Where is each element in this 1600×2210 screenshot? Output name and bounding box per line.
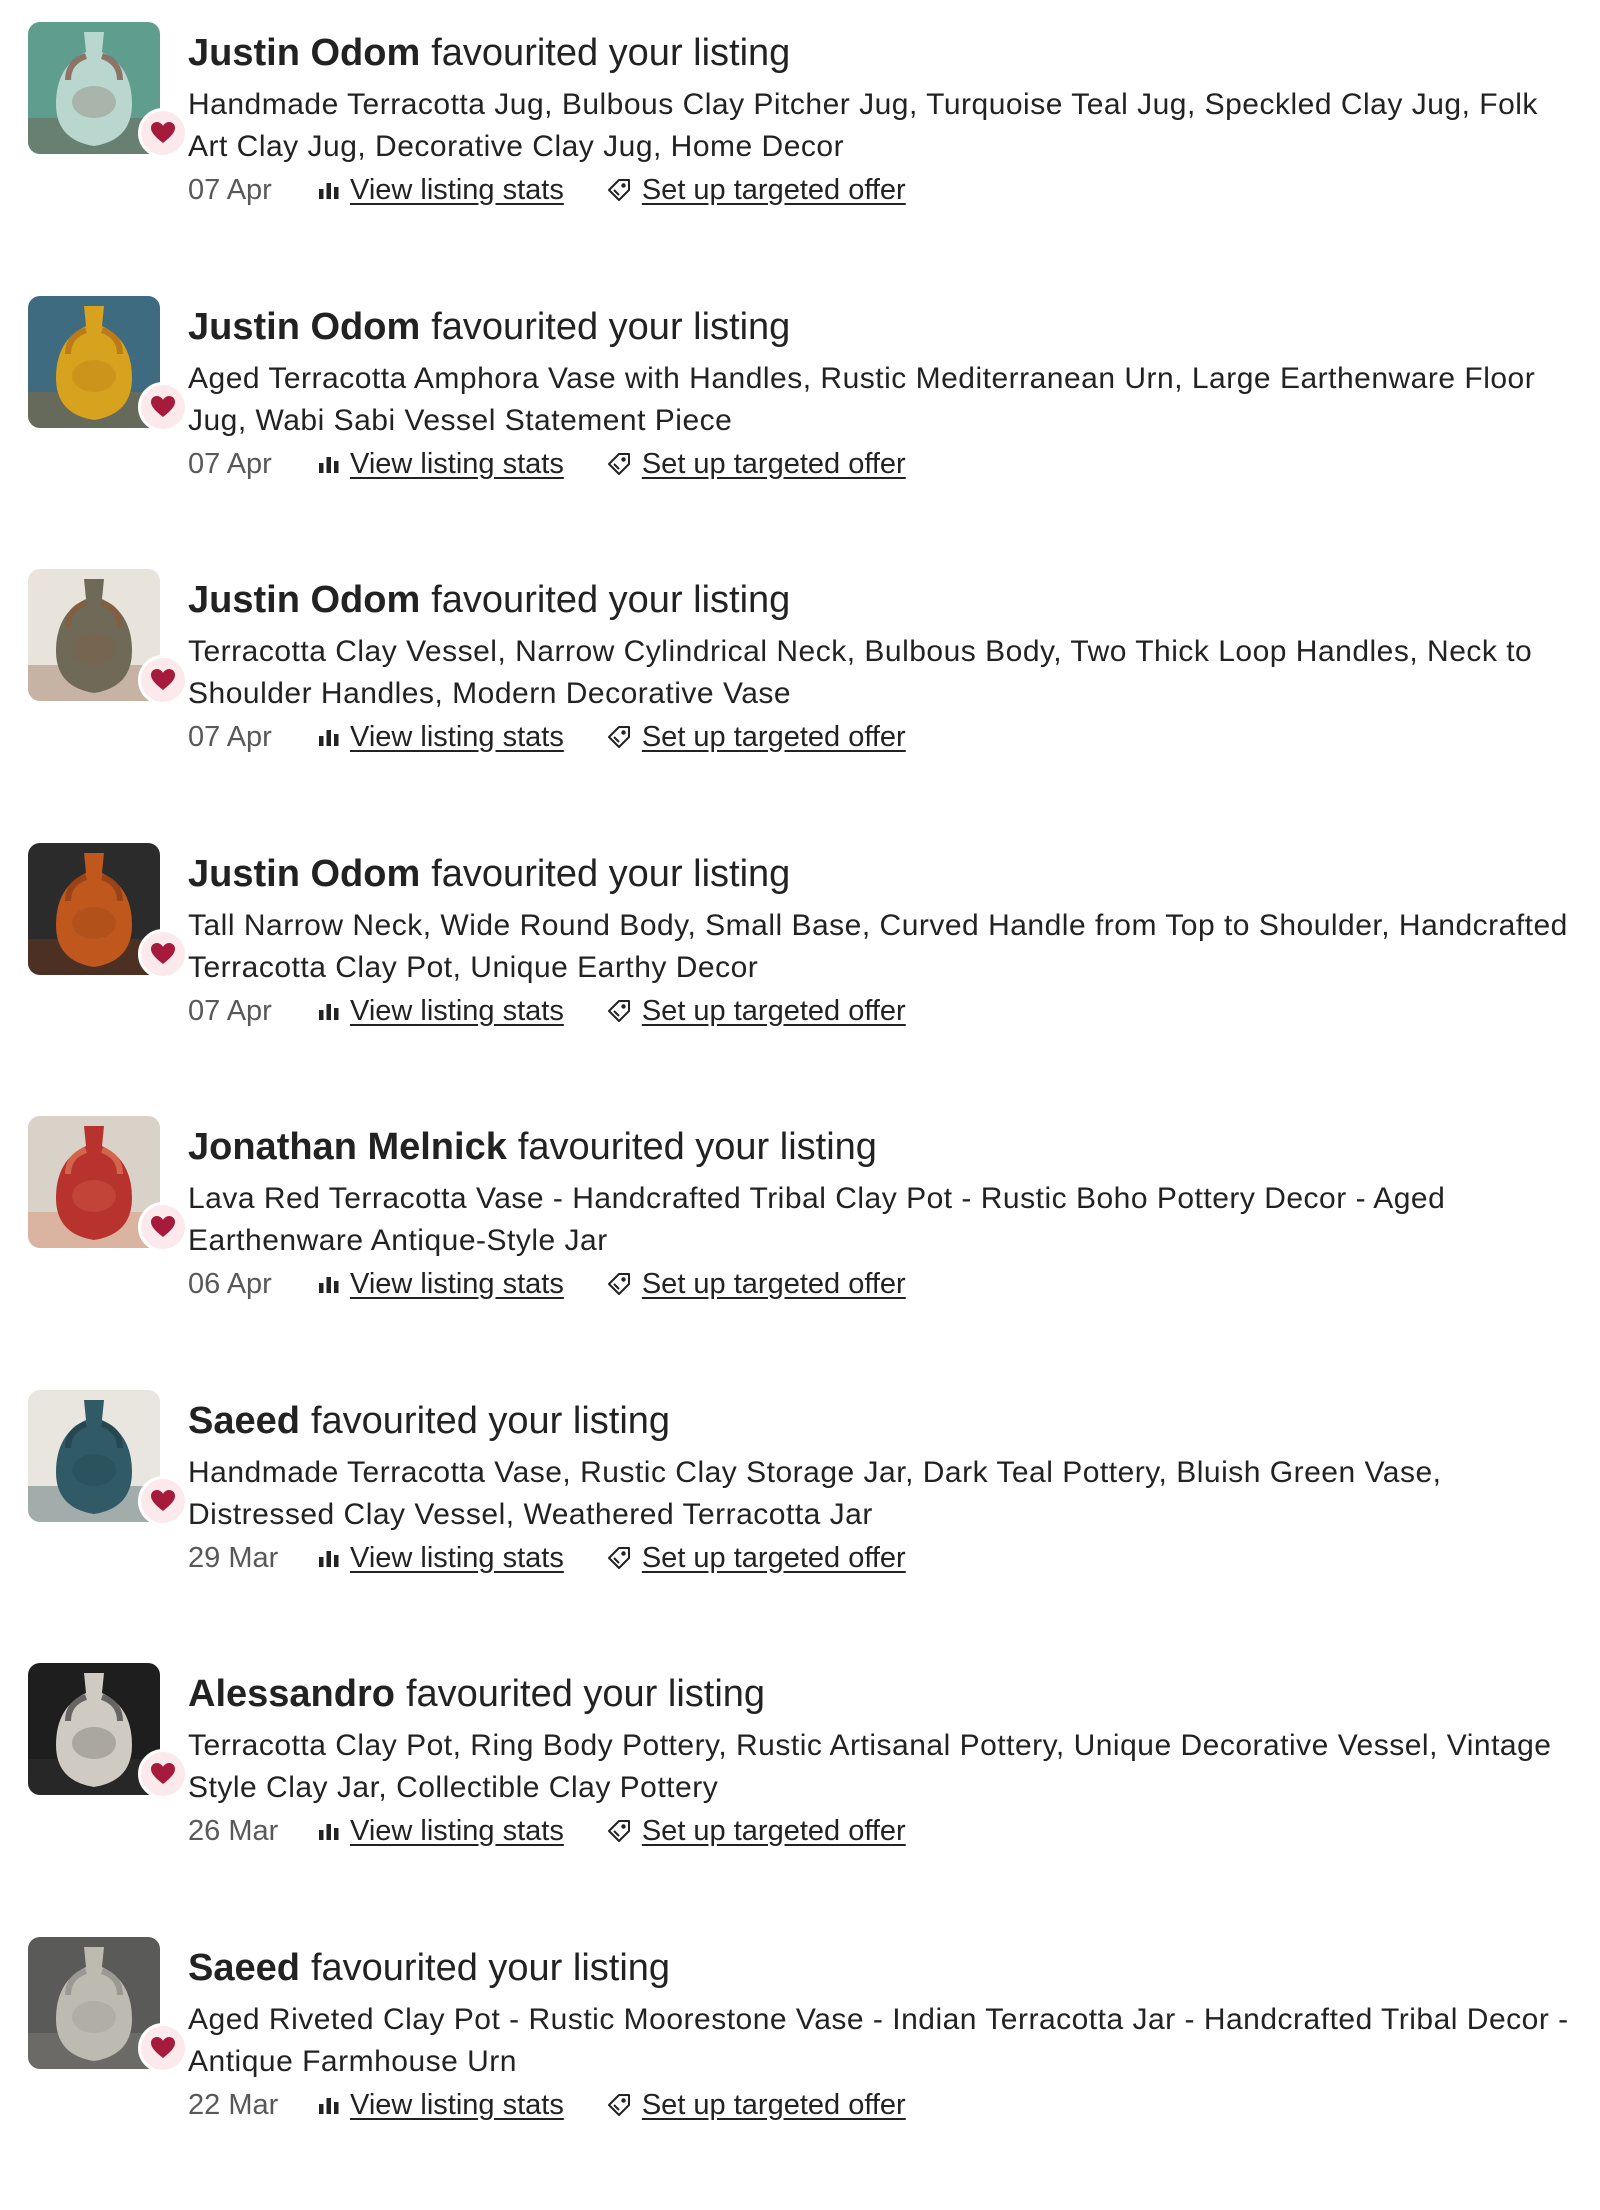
notification-text [188, 1663, 1588, 1851]
tag-icon [606, 998, 632, 1024]
notification-meta [188, 2085, 1588, 2125]
user-name[interactable]: Saeed [188, 1400, 300, 1442]
set-up-targeted-offer-label: Set up targeted offer [642, 1538, 906, 1578]
set-up-targeted-offer-link[interactable] [606, 2085, 906, 2125]
favourite-badge [138, 929, 188, 979]
notification-meta [188, 1811, 1588, 1851]
notification-text [188, 1116, 1588, 1304]
tag-icon [606, 177, 632, 203]
set-up-targeted-offer-link[interactable] [606, 1538, 906, 1578]
heart-icon [150, 121, 176, 145]
set-up-targeted-offer-label: Set up targeted offer [642, 170, 906, 210]
favourite-badge [138, 655, 188, 705]
view-listing-stats-label: View listing stats [350, 170, 564, 210]
listing-title[interactable]: Aged Terracotta Amphora Vase with Handles, Rustic Mediterranean Urn, Large Earthenware Floor Jug, Wabi Sabi Vessel Statement Piece [188, 358, 1578, 442]
view-listing-stats-label: View listing stats [350, 2085, 564, 2125]
listing-title[interactable]: Terracotta Clay Pot, Ring Body Pottery, Rustic Artisanal Pottery, Unique Decorative Vessel, Vintage Style Clay Jar, Collectible Clay Pottery [188, 1725, 1578, 1809]
bar-chart-icon [318, 1274, 340, 1294]
notification-text [188, 569, 1588, 757]
set-up-targeted-offer-link[interactable] [606, 1264, 906, 1304]
action-text: favourited your listing [311, 1400, 670, 1442]
listing-thumbnail-wrap[interactable] [28, 1390, 160, 1522]
user-name[interactable]: Alessandro [188, 1673, 395, 1715]
bar-chart-icon [318, 454, 340, 474]
set-up-targeted-offer-label: Set up targeted offer [642, 991, 906, 1031]
set-up-targeted-offer-label: Set up targeted offer [642, 717, 906, 757]
notification-date: 07 Apr [188, 170, 318, 210]
notification-headline [188, 575, 1588, 625]
tag-icon [606, 451, 632, 477]
notification-date: 26 Mar [188, 1811, 318, 1851]
bar-chart-icon [318, 2095, 340, 2115]
notification-item [0, 1663, 1600, 1937]
action-text: favourited your listing [406, 1673, 765, 1715]
favourite-badge [138, 382, 188, 432]
notification-date: 07 Apr [188, 444, 318, 484]
user-name[interactable]: Justin Odom [188, 306, 420, 348]
notification-meta [188, 717, 1588, 757]
listing-title[interactable]: Tall Narrow Neck, Wide Round Body, Small Base, Curved Handle from Top to Shoulder, Handcrafted Terracotta Clay Pot, Unique Earthy Decor [188, 905, 1578, 989]
notification-meta [188, 1264, 1588, 1304]
notification-text [188, 296, 1588, 484]
heart-icon [150, 1489, 176, 1513]
view-listing-stats-label: View listing stats [350, 444, 564, 484]
listing-thumbnail-wrap[interactable] [28, 296, 160, 428]
notification-headline [188, 1943, 1588, 1993]
notification-text [188, 1937, 1588, 2125]
action-text: favourited your listing [518, 1126, 877, 1168]
set-up-targeted-offer-label: Set up targeted offer [642, 2085, 906, 2125]
view-listing-stats-link[interactable] [318, 1811, 564, 1851]
view-listing-stats-link[interactable] [318, 2085, 564, 2125]
heart-icon [150, 1762, 176, 1786]
notification-item [0, 1937, 1600, 2210]
listing-title[interactable]: Handmade Terracotta Jug, Bulbous Clay Pitcher Jug, Turquoise Teal Jug, Speckled Clay Jug, Folk Art Clay Jug, Decorative Clay Jug, Home Decor [188, 84, 1578, 168]
notification-meta [188, 444, 1588, 484]
listing-thumbnail-wrap[interactable] [28, 1116, 160, 1248]
user-name[interactable]: Justin Odom [188, 32, 420, 74]
notification-item [0, 569, 1600, 843]
view-listing-stats-link[interactable] [318, 991, 564, 1031]
notification-meta [188, 1538, 1588, 1578]
notification-text [188, 843, 1588, 1031]
notification-date: 22 Mar [188, 2085, 318, 2125]
heart-icon [150, 395, 176, 419]
notification-date: 29 Mar [188, 1538, 318, 1578]
heart-icon [150, 668, 176, 692]
notification-headline [188, 1669, 1588, 1719]
bar-chart-icon [318, 180, 340, 200]
notification-headline [188, 302, 1588, 352]
listing-thumbnail-wrap[interactable] [28, 1937, 160, 2069]
bar-chart-icon [318, 1001, 340, 1021]
tag-icon [606, 1818, 632, 1844]
listing-title[interactable]: Terracotta Clay Vessel, Narrow Cylindrical Neck, Bulbous Body, Two Thick Loop Handles, Neck to Shoulder Handles, Modern Decorative Vase [188, 631, 1578, 715]
set-up-targeted-offer-label: Set up targeted offer [642, 444, 906, 484]
bar-chart-icon [318, 1821, 340, 1841]
notification-meta [188, 170, 1588, 210]
listing-thumbnail-wrap[interactable] [28, 1663, 160, 1795]
notification-item [0, 22, 1600, 296]
listing-thumbnail-wrap[interactable] [28, 569, 160, 701]
set-up-targeted-offer-link[interactable] [606, 1811, 906, 1851]
set-up-targeted-offer-link[interactable] [606, 717, 906, 757]
notification-headline [188, 1396, 1588, 1446]
set-up-targeted-offer-label: Set up targeted offer [642, 1811, 906, 1851]
action-text: favourited your listing [431, 579, 790, 621]
favourite-badge [138, 1749, 188, 1799]
user-name[interactable]: Justin Odom [188, 579, 420, 621]
favourite-badge [138, 1476, 188, 1526]
notification-headline [188, 28, 1588, 78]
notification-headline [188, 849, 1588, 899]
view-listing-stats-label: View listing stats [350, 991, 564, 1031]
set-up-targeted-offer-label: Set up targeted offer [642, 1264, 906, 1304]
tag-icon [606, 1271, 632, 1297]
notification-item [0, 296, 1600, 570]
view-listing-stats-link[interactable] [318, 717, 564, 757]
action-text: favourited your listing [431, 306, 790, 348]
notification-text [188, 22, 1588, 210]
heart-icon [150, 942, 176, 966]
favourite-badge [138, 2023, 188, 2073]
favourite-badge [138, 108, 188, 158]
listing-title[interactable]: Aged Riveted Clay Pot - Rustic Moorestone Vase - Indian Terracotta Jar - Handcrafted Tribal Decor - Antique Farmhouse Urn [188, 1999, 1578, 2083]
notification-date: 07 Apr [188, 991, 318, 1031]
favourite-badge [138, 1202, 188, 1252]
view-listing-stats-label: View listing stats [350, 1811, 564, 1851]
bar-chart-icon [318, 1548, 340, 1568]
tag-icon [606, 724, 632, 750]
set-up-targeted-offer-link[interactable] [606, 170, 906, 210]
notification-date: 07 Apr [188, 717, 318, 757]
view-listing-stats-link[interactable] [318, 170, 564, 210]
view-listing-stats-label: View listing stats [350, 1538, 564, 1578]
listing-title[interactable]: Handmade Terracotta Vase, Rustic Clay Storage Jar, Dark Teal Pottery, Bluish Green Vase, Distressed Clay Vessel, Weathered Terracotta Jar [188, 1452, 1578, 1536]
view-listing-stats-link[interactable] [318, 1538, 564, 1578]
set-up-targeted-offer-link[interactable] [606, 444, 906, 484]
user-name[interactable]: Saeed [188, 1947, 300, 1989]
notification-text [188, 1390, 1588, 1578]
view-listing-stats-link[interactable] [318, 444, 564, 484]
bar-chart-icon [318, 727, 340, 747]
set-up-targeted-offer-link[interactable] [606, 991, 906, 1031]
view-listing-stats-link[interactable] [318, 1264, 564, 1304]
notification-item [0, 1116, 1600, 1390]
notification-date: 06 Apr [188, 1264, 318, 1304]
listing-thumbnail-wrap[interactable] [28, 843, 160, 975]
tag-icon [606, 2092, 632, 2118]
action-text: favourited your listing [431, 32, 790, 74]
heart-icon [150, 2036, 176, 2060]
tag-icon [606, 1545, 632, 1571]
notification-meta [188, 991, 1588, 1031]
listing-title[interactable]: Lava Red Terracotta Vase - Handcrafted Tribal Clay Pot - Rustic Boho Pottery Decor - Aged Earthenware Antique-Style Jar [188, 1178, 1578, 1262]
listing-thumbnail-wrap[interactable] [28, 22, 160, 154]
view-listing-stats-label: View listing stats [350, 717, 564, 757]
view-listing-stats-label: View listing stats [350, 1264, 564, 1304]
user-name[interactable]: Jonathan Melnick [188, 1126, 507, 1168]
notification-headline [188, 1122, 1588, 1172]
notification-item [0, 843, 1600, 1117]
heart-icon [150, 1215, 176, 1239]
notification-item [0, 1390, 1600, 1664]
user-name[interactable]: Justin Odom [188, 853, 420, 895]
action-text: favourited your listing [431, 853, 790, 895]
action-text: favourited your listing [311, 1947, 670, 1989]
